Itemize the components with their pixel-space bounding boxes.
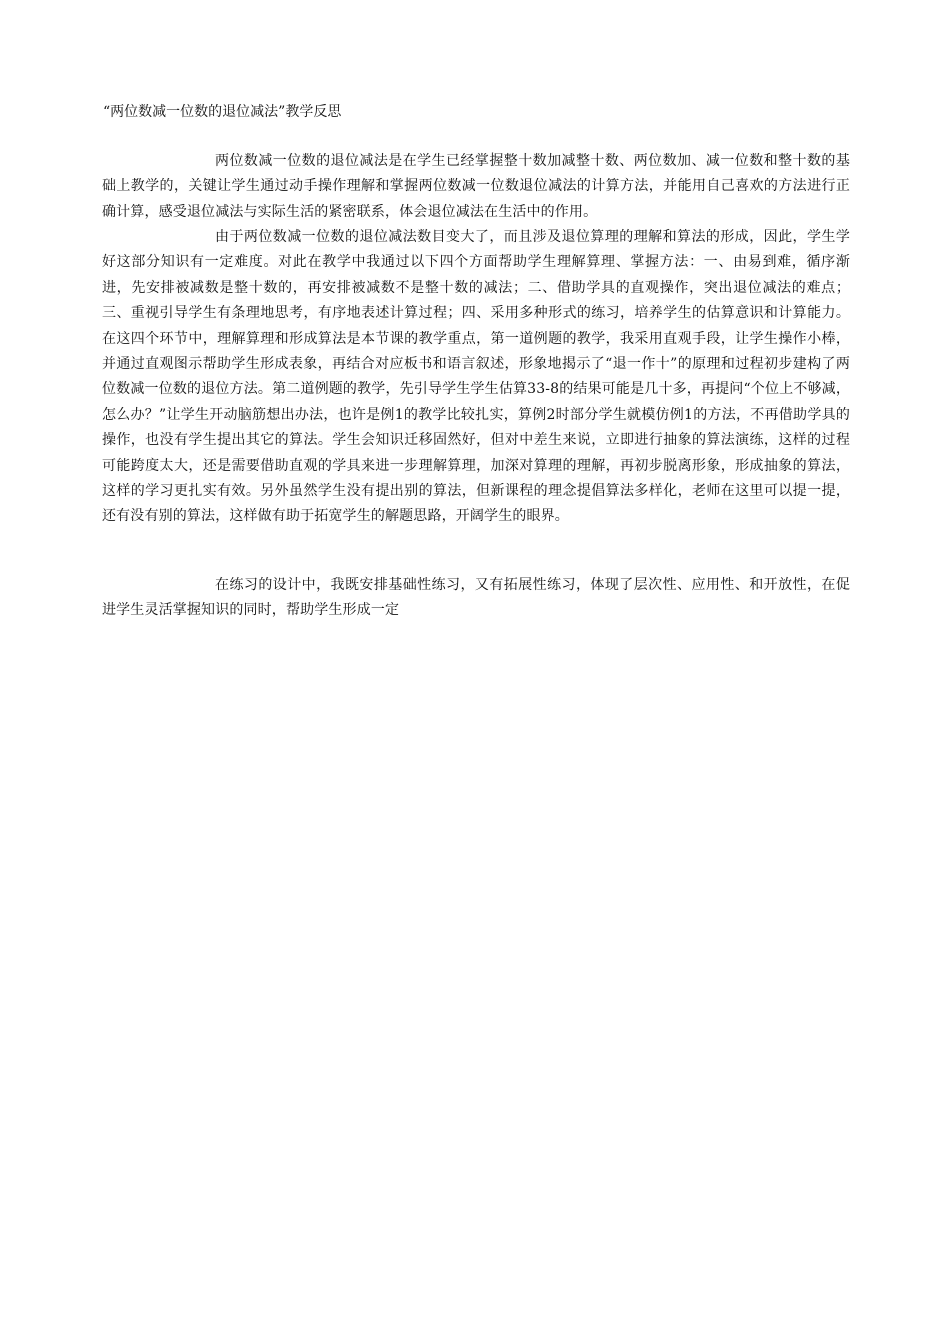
paragraph-practice-design: 在练习的设计中，我既安排基础性练习，又有拓展性练习，体现了层次性、应用性、和开放性，在促进学生灵活掌握知识的同时，帮助学生形成一定 <box>102 577 850 619</box>
document-title: “两位数减一位数的退位减法”教学反思 <box>103 104 342 120</box>
paragraph-intro: 两位数减一位数的退位减法是在学生已经掌握整十数加减整十数、两位数加、减一位数和整十数的基础上教学的，关键让学生通过动手操作理解和掌握两位数减一位数退位减法的计算方法，并能用自己喜欢的方法进行正确计算，感受退位减法与实际生活的紧密联系，体会退位减法在生活中的作用。 <box>102 153 850 220</box>
paragraph-teaching-methods: 由于两位数减一位数的退位减法数目变大了，而且涉及退位算理的理解和算法的形成，因此，学生学好这部分知识有一定难度。对此在教学中我通过以下四个方面帮助学生理解算理、掌握方法：一、由易到难，循序渐进，先安排被减数是整十数的，再安排被减数不是整十数的减法；二、借助学具的直观操作，突出退位减法的难点；三、重视引导学生有条理地思考，有序地表述计算过程；四、采用多种形式的练习，培养学生的估算意识和计算能力。在这四个环节中，理解算理和形成算法是本节课的教学重点，第一道例题的教学，我采用直观手段，让学生操作小棒，并通过直观图示帮助学生形成表象，再结合对应板书和语言叙述，形象地揭示了“退一作十”的原理和过程初步建构了两位数减一位数的退位方法。第二道例题的教学，先引导学生学生估算33-8的结果可能是几十多，再提问“个位上不够减，怎么办？”让学生开动脑筋想出办法，也许是例1的教学比较扎实，算例2时部分学生就模仿例1的方法，不再借助学具的操作，也没有学生提出其它的算法。学生会知识迁移固然好，但对中差生来说，立即进行抽象的算法演练，这样的过程可能跨度太大，还是需要借助直观的学具来进一步理解算理，加深对算理的理解，再初步脱离形象，形成抽象的算法，这样的学习更扎实有效。另外虽然学生没有提出别的算法，但新课程的理念提倡算法多样化，老师在这里可以提一提，还有没有别的算法，这样做有助于拓宽学生的解题思路，开阔学生的眼界。 <box>102 229 850 525</box>
